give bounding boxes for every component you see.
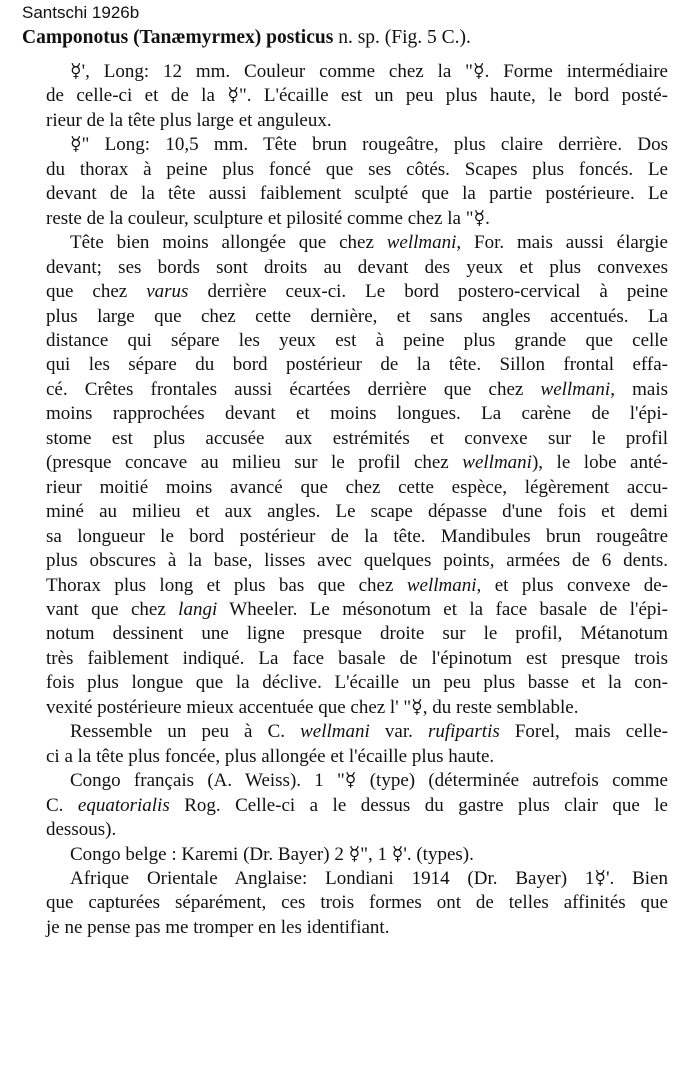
text-line: dessous). <box>46 819 117 841</box>
text-line: Tête bien moins allongée que chez wellmani, For. mais aussi élargie <box>70 232 668 254</box>
text-line: je ne pense pas me tromper en les identifiant. <box>46 916 390 938</box>
text-line: Ressemble un peu à C. wellmani var. rufipartis Forel, mais celle- <box>70 721 668 743</box>
description-body <box>22 60 668 940</box>
text-line: Congo français (A. Weiss). 1 "☿ (type) (déterminée autrefois comme <box>70 770 668 792</box>
text-line: devant de la tête aussi faiblement sculpté que la partie postérieure. Le <box>46 183 668 205</box>
text-line: ☿', Long: 12 mm. Couleur comme chez la "☿. Forme intermédiaire <box>70 61 668 82</box>
text-line: que chez varus derrière ceux-ci. Le bord postero-cervical à peine <box>46 281 668 303</box>
paragraph <box>22 769 668 842</box>
text-line: Afrique Orientale Anglaise: Londiani 1914 (Dr. Bayer) 1☿'. Bien <box>70 867 668 889</box>
text-line: rieur de la tête plus large et anguleux. <box>46 109 332 131</box>
species-suffix: n. sp. (Fig. 5 C.). <box>333 27 471 48</box>
text-line: très faiblement indiqué. La face basale de l'épinotum est presque trois <box>46 647 668 669</box>
text-line: notum dessinent une ligne presque droite sur le profil, Métanotum <box>46 623 668 645</box>
paragraph <box>22 867 668 940</box>
text-line: plus obscures à la base, lisses avec quelques points, armées de 6 dents. <box>46 550 668 572</box>
text-line: rieur moitié moins avancé que chez cette espèce, légèrement accu- <box>46 476 668 498</box>
text-line: qui les sépare du bord postérieur de la tête. Sillon frontal effa- <box>46 354 668 376</box>
paragraph <box>22 843 668 867</box>
species-title <box>22 26 672 50</box>
text-line: Thorax plus long et plus bas que chez wellmani, et plus convexe de- <box>46 574 668 596</box>
text-line: C. equatorialis Rog. Celle-ci a le dessus du gastre plus clair que le <box>46 794 668 816</box>
text-line: devant; ses bords sont droits au devant des yeux et plus convexes <box>46 256 668 278</box>
text-line: ☿" Long: 10,5 mm. Tête brun rougeâtre, plus claire derrière. Dos <box>70 134 668 156</box>
text-line: vexité postérieure mieux accentuée que chez l' "☿, du reste semblable. <box>46 696 579 718</box>
citation-header: Santschi 1926b <box>22 3 140 22</box>
paragraph <box>22 231 668 720</box>
text-line: moins rapprochées devant et moins longues. La carène de l'épi- <box>46 403 668 425</box>
text-line: stome est plus accusée aux estrémités et convexe sur le profil <box>46 427 668 449</box>
text-line: (presque concave au milieu sur le profil chez wellmani), le lobe anté- <box>46 452 668 474</box>
text-line: de celle-ci et de la ☿". L'écaille est un peu plus haute, le bord posté- <box>46 85 668 107</box>
text-line: du thorax à peine plus foncé que ses côtés. Scapes plus foncés. Le <box>46 158 668 180</box>
paragraph <box>22 133 668 231</box>
text-line: reste de la couleur, sculpture et pilosité comme chez la "☿. <box>46 207 490 229</box>
paragraph <box>22 60 668 133</box>
text-line: distance qui sépare les yeux est à peine plus grande que celle <box>46 329 668 351</box>
text-line: vant que chez langi Wheeler. Le mésonotum et la face basale de l'épi- <box>46 598 668 620</box>
text-line: plus large que chez cette dernière, et sans angles accentués. La <box>46 305 668 327</box>
text-line: Congo belge : Karemi (Dr. Bayer) 2 ☿", 1 ☿'. (types). <box>70 843 474 865</box>
text-line: sa longueur le bord postérieur de la tête. Mandibules brun rougeâtre <box>46 525 668 547</box>
text-line: que capturées séparément, ces trois formes ont de telles affinités que <box>46 892 668 914</box>
paragraph <box>22 720 668 769</box>
species-name: Camponotus (Tanæmyrmex) posticus <box>22 27 334 48</box>
text-line: ci a la tête plus foncée, plus allongée et l'écaille plus haute. <box>46 745 495 767</box>
text-line: cé. Crêtes frontales aussi écartées derrière que chez wellmani, mais <box>46 378 668 400</box>
text-line: fois plus longue que la déclive. L'écaille un peu plus basse et la con- <box>46 672 668 694</box>
text-line: miné au milieu et aux angles. Le scape dépasse d'une fois et demi <box>46 501 668 523</box>
